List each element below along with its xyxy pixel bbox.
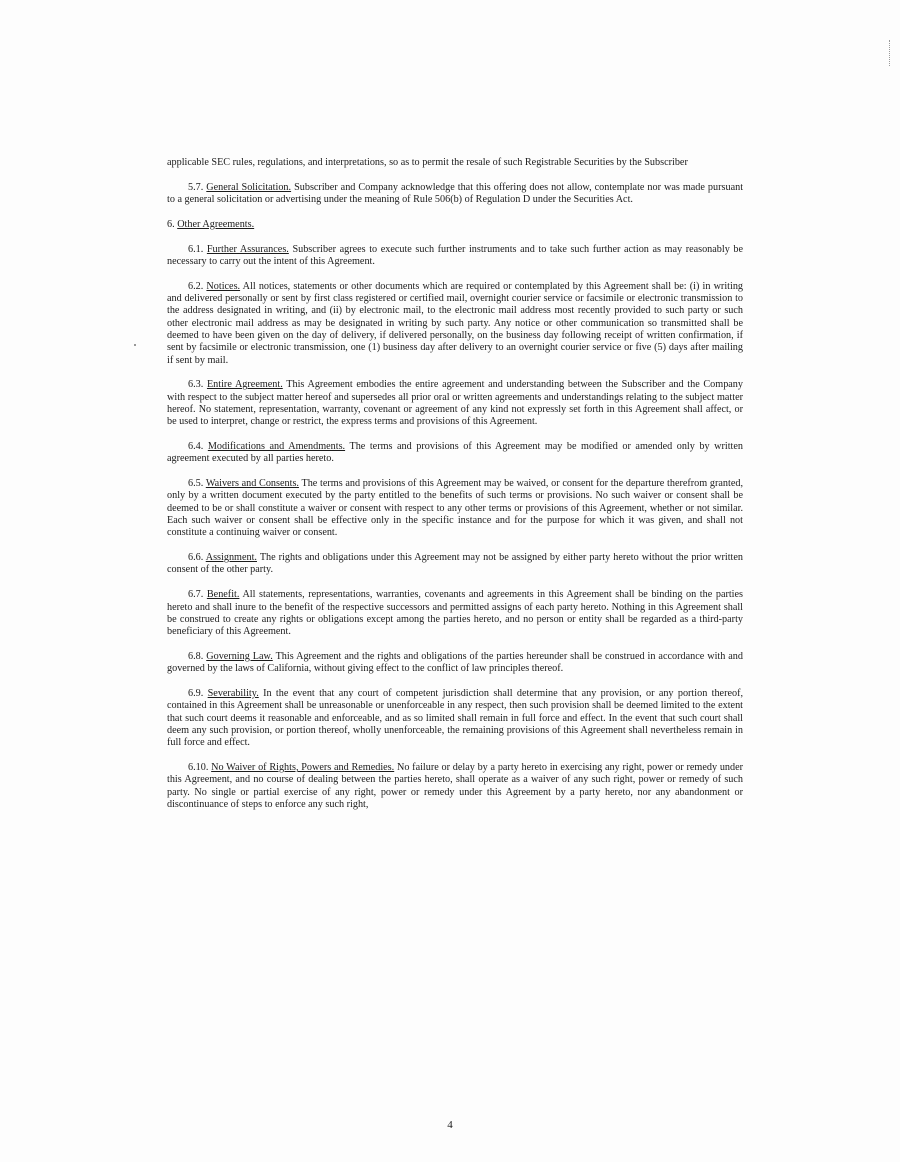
section-number: 5.7. (188, 181, 204, 193)
section-text: This Agreement embodies the entire agreement and understanding between the Subscriber and the Company with respect to the subject matter hereof and supersedes all prior oral or written agreements and understandings relating to the subject matter hereof. No statement, representation, warranty, covenant or agreement of any kind not expressly set forth in this Agreement shall affect, or be used to interpret, change or restrict, the express terms and provisions of this Agreement. (167, 379, 743, 428)
section-heading: No Waiver of Rights, Powers and Remedies. (211, 761, 395, 773)
section-number: 6.5. (188, 478, 204, 490)
section-heading: Other Agreements. (177, 218, 255, 230)
section-6-1 (167, 244, 743, 269)
section-text: Subscriber and Company acknowledge that this offering does not allow, contemplate nor was made pursuant to a general solicitation or advertising under the meaning of Rule 506(b) of Regulation D under the Securities Act. (167, 181, 744, 206)
section-number: 6.10. (188, 761, 209, 773)
section-text: The rights and obligations under this Agreement may not be assigned by either party hereto without the prior written consent of the other party. (167, 552, 743, 576)
section-heading: Further Assurances. (206, 243, 289, 255)
section-6-10 (167, 762, 743, 811)
document-body (167, 157, 743, 824)
section-6-2 (167, 281, 743, 367)
section-number: 6. (167, 218, 175, 230)
section-6-5 (167, 478, 743, 539)
section-heading: Governing Law. (206, 650, 273, 662)
section-number: 6.1. (188, 243, 204, 255)
section-text: The terms and provisions of this Agreement may be modified or amended only by written agreement executed by all parties hereto. (167, 441, 743, 465)
section-6-3 (167, 379, 743, 428)
page-number: 4 (447, 1119, 453, 1131)
section-6-4 (167, 441, 743, 466)
section-text: The terms and provisions of this Agreement may be waived, or consent for the departure therefrom granted, only by a written document executed by the party entitled to the benefits of such terms or provisions. No such waiver or consent shall be deemed to be or shall constitute a waiver or consent with respect to any other terms or provisions of this Agreement, whether or not similar. Each such waiver or consent shall be effective only in the specific instance and for the purpose for which it was given, and shall not constitute a continuing waiver or consent. (167, 478, 743, 539)
carryover-paragraph (167, 157, 743, 169)
section-number: 6.9. (188, 688, 204, 699)
section-heading: Severability. (207, 688, 259, 699)
section-number: 6.8. (188, 650, 204, 662)
section-6 (167, 219, 743, 231)
section-6-9 (167, 688, 743, 749)
section-text: This Agreement and the rights and obligations of the parties hereunder shall be construed in accordance with and governed by the laws of California, without giving effect to the conflict of law principles thereof. (167, 650, 743, 675)
section-5-7 (167, 182, 743, 207)
section-heading: General Solicitation. (206, 181, 292, 193)
section-number: 6.3. (188, 379, 204, 391)
section-heading: Assignment. (205, 552, 257, 564)
section-heading: Benefit. (206, 589, 240, 601)
section-number: 6.6. (188, 552, 204, 564)
section-number: 6.7. (188, 589, 204, 601)
section-number: 6.4. (188, 441, 204, 453)
section-text: Subscriber agrees to execute such further instruments and to take such further action as may reasonably be necessary to carry out the intent of this Agreement. (167, 243, 744, 267)
section-text: No failure or delay by a party hereto in exercising any right, power or remedy under this Agreement, and no course of dealing between the parties hereto, shall operate as a waiver of any such right, power or remedy of such party. No single or partial exercise of any right, power or remedy under this Agreement by a party hereto, nor any abandonment or discontinuance of steps to enforce any such right, (167, 761, 744, 810)
section-heading: Waivers and Consents. (205, 478, 299, 490)
section-text: All notices, statements or other documents which are required or contemplated by this Agreement shall be: (i) in writing and delivered personally or sent by first class registered or certified mail, overnight courier service or facsimile or electronic transmission to the address designated in writing, and (ii) by electronic mail, to the electronic mail address most recently provided to such party or such other electronic mail address as may be designated in writing by such party. Any notice or other communication so transmitted shall be deemed to have been given on the day of delivery, if delivered personally, on the business day following receipt of written confirmation, if sent by facsimile or electronic transmission, one (1) business day after delivery to an overnight courier service or five (5) days after mailing if sent by mail. (167, 280, 744, 366)
section-heading: Notices. (206, 280, 241, 292)
section-6-6 (167, 552, 743, 577)
section-6-8 (167, 651, 743, 676)
scan-artifact-dot (134, 344, 136, 346)
section-heading: Modifications and Amendments. (207, 441, 346, 453)
carryover-text: applicable SEC rules, regulations, and interpretations, so as to permit the resale of such Registrable Securities by the Subscriber (167, 157, 688, 168)
section-heading: Entire Agreement. (206, 379, 283, 391)
scan-artifact-mark (889, 40, 891, 66)
section-text: All statements, representations, warranties, covenants and agreements in this Agreement shall be binding on the parties hereto and shall inure to the benefit of the respective successors and permitted assigns of each party hereto. Nothing in this Agreement shall be construed to create any rights or obligations except among the parties hereto, and no person or entity shall be regarded as a third-party beneficiary of this Agreement. (167, 589, 744, 638)
section-number: 6.2. (188, 280, 204, 292)
section-text: In the event that any court of competent jurisdiction shall determine that any provision, or any portion thereof, contained in this Agreement shall be unreasonable or unenforceable in any respect, then such provision shall be deemed limited to the extent that such court deems it reasonable and enforceable, and as so limited shall remain in full force and effect. In the event that such court shall deem any such provision, or portion thereof, wholly unenforceable, the remaining provisions of this Agreement shall nevertheless remain in full force and effect. (167, 688, 744, 749)
section-6-7 (167, 589, 743, 638)
